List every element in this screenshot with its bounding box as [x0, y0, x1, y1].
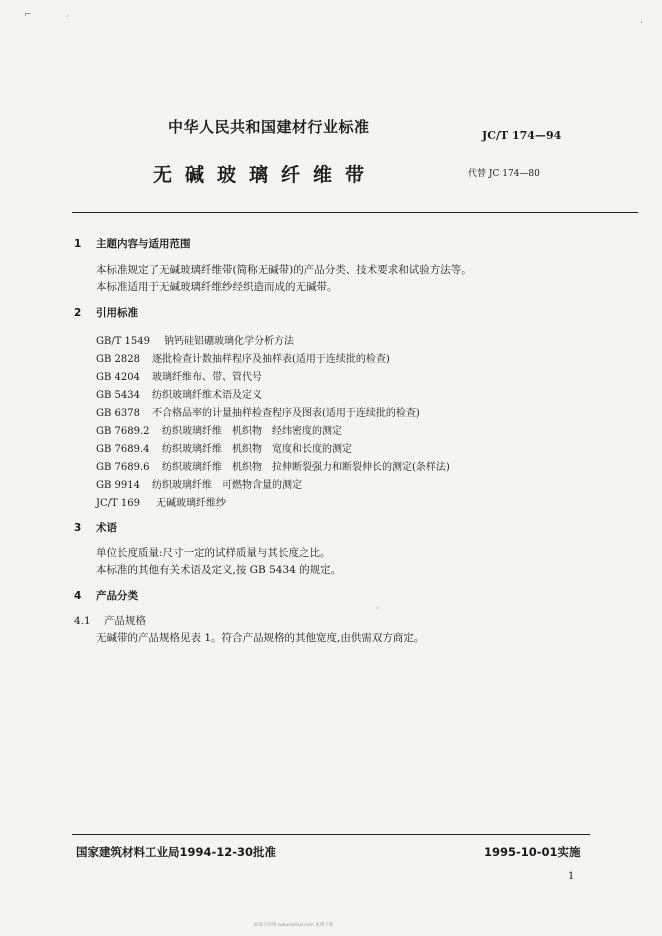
watermark-text: 标准分享网 www.bzfxw.com 免费下载	[254, 923, 334, 928]
document-title: 无碱玻璃纤维带	[153, 164, 378, 186]
approval-line: 国家建筑材料工业局1994-12-30批准	[76, 845, 277, 859]
reference-item	[96, 332, 294, 347]
reference-code: GB 6378	[96, 408, 140, 419]
subsection-title: 产品规格	[104, 615, 146, 627]
reference-code: GB 2828	[96, 354, 140, 365]
footer-rule	[72, 834, 590, 835]
reference-item	[96, 404, 420, 419]
reference-code: GB 7689.2	[96, 426, 150, 437]
reference-title: 无碱玻璃纤维纱	[156, 498, 226, 509]
issuing-authority: 中华人民共和国建材行业标准	[168, 118, 370, 136]
reference-title: 不合格品率的计量抽样检查程序及图表(适用于连续批的检查)	[152, 408, 420, 419]
reference-item	[96, 494, 226, 509]
section-heading-3	[74, 520, 117, 535]
reference-item	[96, 350, 390, 365]
scan-mark: ·	[66, 12, 69, 22]
reference-title: 纺织玻璃纤维 机织物 经纬密度的测定	[162, 426, 342, 437]
section-title: 术语	[96, 522, 117, 534]
paragraph: 单位长度质量:尺寸一定的试样质量与其长度之比。	[96, 547, 331, 559]
reference-title: 纺织玻璃纤维 机织物 拉伸断裂强力和断裂伸长的测定(条样法)	[162, 462, 450, 473]
reference-item	[96, 368, 262, 383]
reference-title: 钠钙硅铝硼玻璃化学分析方法	[164, 336, 294, 347]
paragraph: 无碱带的产品规格见表 1。符合产品规格的其他宽度,由供需双方商定。	[96, 632, 425, 644]
reference-code: GB 4204	[96, 372, 140, 383]
reference-title: 纺织玻璃纤维术语及定义	[152, 390, 262, 401]
reference-item	[96, 440, 352, 455]
reference-item	[96, 458, 450, 473]
scan-mark: ·	[640, 18, 643, 28]
section-number: 3	[74, 522, 82, 534]
section-number: 2	[74, 307, 82, 319]
section-heading-4	[74, 588, 138, 603]
reference-item	[96, 476, 302, 491]
replaces-note: 代替 JC 174—80	[468, 169, 540, 179]
section-title: 引用标准	[96, 307, 138, 319]
page-number: 1	[568, 871, 575, 882]
scan-mark: ·	[376, 604, 379, 614]
paragraph: 本标准适用于无碱玻璃纤维纱经织造而成的无碱带。	[96, 281, 338, 293]
reference-code: GB 5434	[96, 390, 140, 401]
reference-title: 纺织玻璃纤维 可燃物含量的测定	[152, 480, 302, 491]
paragraph: 本标准的其他有关术语及定义,按 GB 5434 的规定。	[96, 564, 342, 576]
reference-title: 玻璃纤维布、带、管代号	[152, 372, 262, 383]
paragraph: 本标准规定了无碱玻璃纤维带(简称无碱带)的产品分类、技术要求和试验方法等。	[96, 264, 472, 276]
section-heading-1	[74, 236, 191, 251]
section-number: 4	[74, 590, 82, 602]
scan-mark: ⌐	[24, 10, 32, 20]
reference-code: GB 7689.6	[96, 462, 150, 473]
reference-item	[96, 386, 262, 401]
reference-code: JC/T 169	[96, 498, 140, 509]
section-heading-2	[74, 305, 138, 320]
effective-date: 1995-10-01实施	[484, 845, 581, 859]
reference-code: GB/T 1549	[96, 336, 151, 347]
subsection-heading-4-1	[74, 613, 146, 628]
header-rule	[72, 212, 638, 213]
section-title: 主题内容与适用范围	[96, 238, 191, 250]
subsection-number: 4.1	[74, 615, 91, 627]
reference-title: 逐批检查计数抽样程序及抽样表(适用于连续批的检查)	[152, 354, 390, 365]
reference-title: 纺织玻璃纤维 机织物 宽度和长度的测定	[162, 444, 352, 455]
reference-code: GB 7689.4	[96, 444, 150, 455]
standard-number: JC/T 174—94	[482, 129, 562, 142]
reference-code: GB 9914	[96, 480, 140, 491]
section-number: 1	[74, 238, 82, 250]
reference-item	[96, 422, 342, 437]
section-title: 产品分类	[96, 590, 138, 602]
